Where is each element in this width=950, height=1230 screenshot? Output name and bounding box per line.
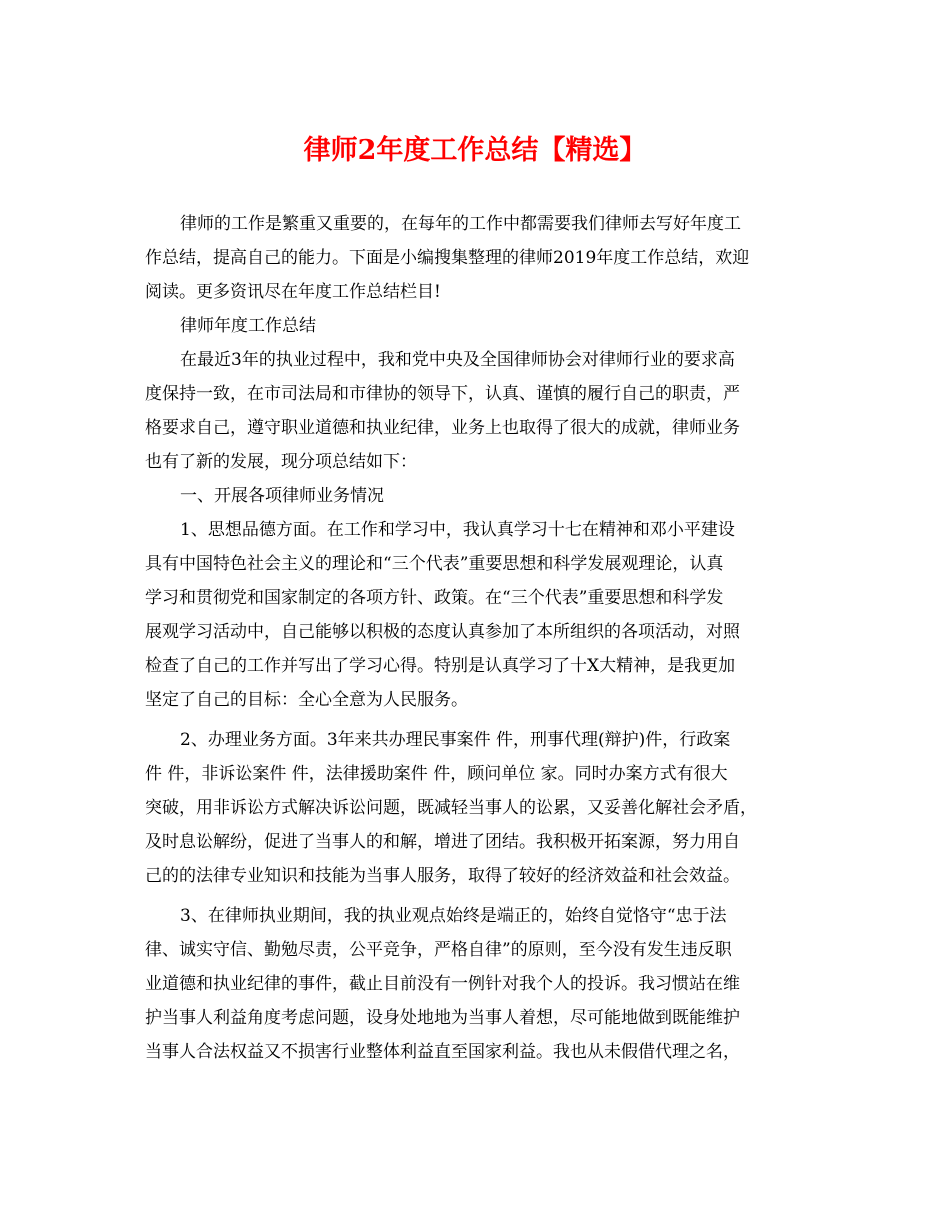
paragraph-item-2 xyxy=(145,723,805,893)
paragraph-line: 在最近3年的执业过程中，我和党中央及全国律师协会对律师行业的要求高 xyxy=(180,350,735,370)
paragraph-item-1 xyxy=(145,513,805,717)
paragraph-line: 也有了新的发展，现分项总结如下： xyxy=(145,452,417,472)
paragraph-line: 一、开展各项律师业务情况 xyxy=(180,486,384,506)
paragraph-line: 作总结，提高自己的能力。下面是小编搜集整理的律师2019年度工作总结，欢迎 xyxy=(145,248,750,268)
paragraph-line: 当事人合法权益又不损害行业整体利益直至国家利益。我也从未假借代理之名， xyxy=(145,1042,740,1062)
paragraph-line: 律师的工作是繁重又重要的，在每年的工作中都需要我们律师去写好年度工 xyxy=(180,214,741,234)
paragraph-line: 律师年度工作总结 xyxy=(180,316,316,336)
paragraph-line: 律、诚实守信、勤勉尽责，公平竞争，严格自律”的原则，至今没有发生违反职 xyxy=(145,940,732,960)
paragraph-line: 坚定了自己的目标：全心全意为人民服务。 xyxy=(145,690,468,710)
section-heading xyxy=(145,309,805,343)
paragraph-line: 具有中国特色社会主义的理论和“三个代表”重要思想和科学发展观理论，认真 xyxy=(145,554,724,574)
paragraph-line: 检查了自己的工作并写出了学习心得。特别是认真学习了十X大精神，是我更加 xyxy=(145,656,736,676)
paragraph-line: 展观学习活动中，自己能够以积极的态度认真参加了本所组织的各项活动，对照 xyxy=(145,622,740,642)
paragraph-line: 件 件，非诉讼案件 件，法律援助案件 件，顾问单位 家。同时办案方式有很大 xyxy=(145,764,728,784)
paragraph-line: 1、思想品德方面。在工作和学习中，我认真学习十七在精神和邓小平建设 xyxy=(180,520,735,540)
paragraph-line: 突破，用非诉讼方式解决诉讼问题，既减轻当事人的讼累，又妥善化解社会矛盾， xyxy=(145,798,757,818)
paragraph-intro xyxy=(145,207,805,309)
paragraph-line: 3、在律师执业期间，我的执业观点始终是端正的，始终自觉恪守“忠于法 xyxy=(180,906,727,926)
paragraph-line: 及时息讼解纷，促进了当事人的和解，增进了团结。我积极开拓案源，努力用自 xyxy=(145,832,740,852)
paragraph-line: 业道德和执业纪律的事件，截止目前没有一例针对我个人的投诉。我习惯站在维 xyxy=(145,974,740,994)
paragraph-line: 2、办理业务方面。3年来共办理民事案件 件，刑事代理(辩护)件，行政案 xyxy=(180,730,731,750)
paragraph-overview xyxy=(145,343,805,479)
paragraph-line: 学习和贯彻党和国家制定的各项方针、政策。在“三个代表”重要思想和科学发 xyxy=(145,588,724,608)
paragraph-line: 度保持一致，在市司法局和市律协的领导下，认真、谨慎的履行自己的职责，严 xyxy=(145,384,740,404)
paragraph-line: 阅读。更多资讯尽在年度工作总结栏目! xyxy=(145,282,441,302)
document-title: 律师2年度工作总结【精选】 xyxy=(303,135,647,166)
document-body xyxy=(145,207,805,1069)
paragraph-line: 己的的法律专业知识和技能为当事人服务，取得了较好的经济效益和社会效益。 xyxy=(145,866,740,886)
paragraph-item-3 xyxy=(145,899,805,1069)
paragraph-line: 格要求自己，遵守职业道德和执业纪律，业务上也取得了很大的成就，律师业务 xyxy=(145,418,740,438)
section-subheading xyxy=(145,479,805,513)
paragraph-line: 护当事人利益角度考虑问题，设身处地地为当事人着想，尽可能地做到既能维护 xyxy=(145,1008,740,1028)
